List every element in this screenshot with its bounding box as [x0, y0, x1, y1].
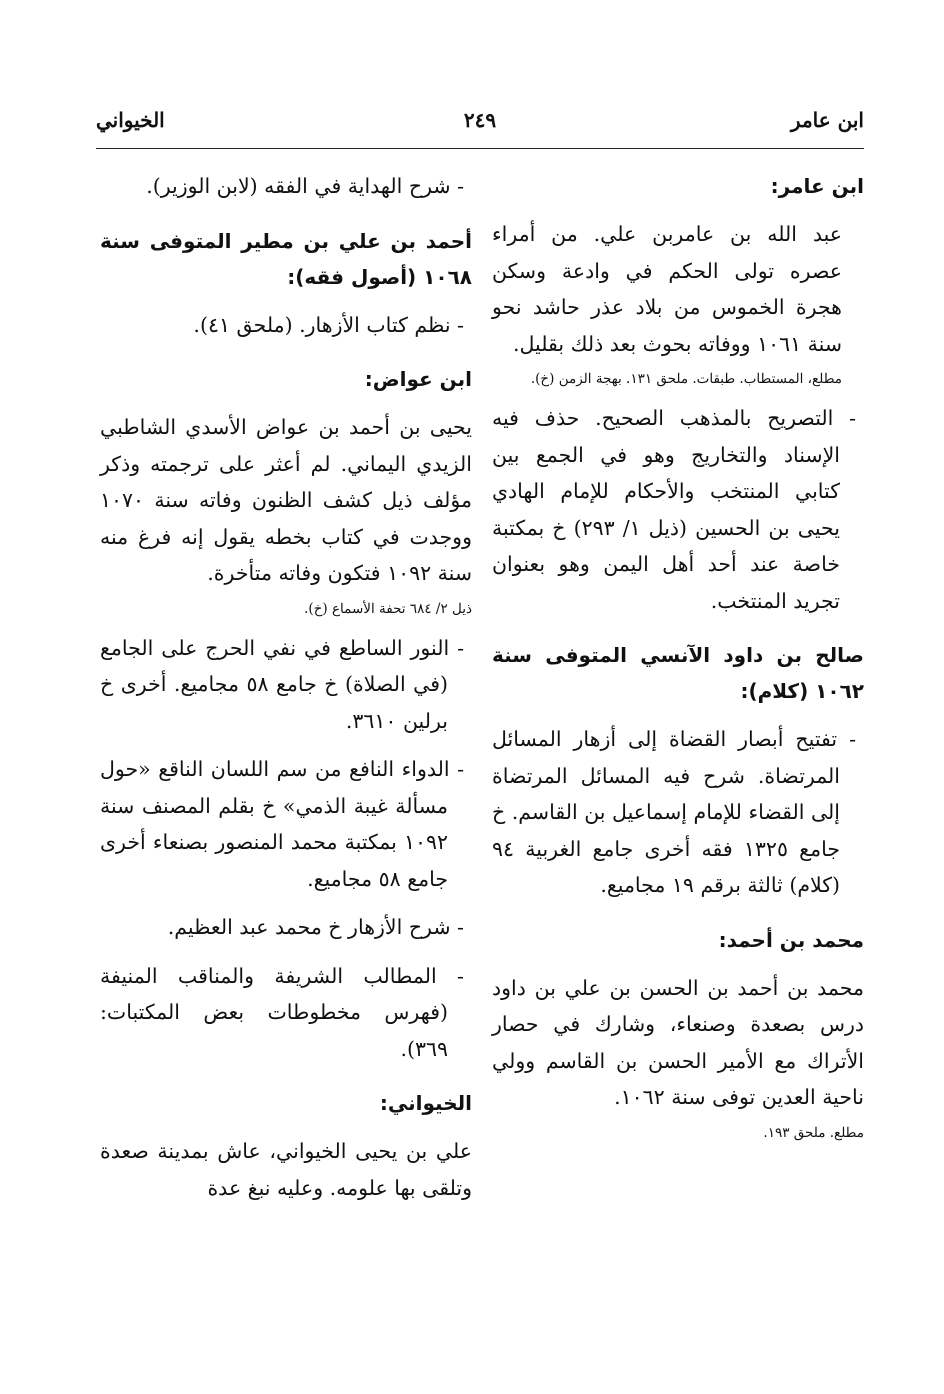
- work-item-taftih: - تفتيح أبصار القضاة إلى أزهار المسائل المرتضاة. شرح فيه المسائل المرتضاة إلى القضاء للإمام إسماعيل بن القاسم. خ جامع ١٣٢٥ فقه أخرى جامع الغربية ٩٤ (كلام) ثالثة برقم ١٩ مجاميع.: [492, 727, 856, 897]
- entry-sources-muhammad-bin-ahmad: مطلع. ملحق ١٩٣.: [763, 1124, 864, 1141]
- entry-sources-ibn-awwad: ذيل ٢/ ٦٨٤ تحفة الأسماع (خ).: [304, 600, 472, 617]
- entry-heading-al-khaywani: الخيواني:: [379, 1091, 472, 1115]
- entry-body-muhammad-bin-ahmad: محمد بن أحمد بن الحسن بن علي بن داود درس بصعدة وصنعاء، وشارك في حصار الأتراك مع الأمير الحسن بن القاسم وولي ناحية العدين توفى سنة ١٠٦٢.: [492, 975, 864, 1109]
- entry-sources-ibn-amir: مطلع، المستطاب. طبقات. ملحق ١٣١. بهجة الزمن (خ).: [530, 371, 842, 387]
- work-item-al-dawa-al-nafi: - الدواء النافع من سم اللسان الناقع «حول مسألة غيبة الذمي» خ بقلم المصنف سنة ١٠٩٢ بمكتبة محمد المنصور بصنعاء أخرى جامع ٥٨ مجاميع.: [100, 757, 464, 891]
- entry-body-ibn-awwad: يحيى بن أحمد بن عواض الأسدي الشاطبي الزيدي اليماني. لم أعثر على ترجمته وذكر مؤلف ذيل كشف الظنون وفاته سنة ١٠٧٠ ووجدت في كتاب بخطه يقول إنه فرغ منه سنة ١٠٩٢ فتكون وفاته متأخرة.: [100, 415, 472, 585]
- running-head-right: ابن عامر: [790, 108, 864, 132]
- entry-body-al-khaywani: علي بن يحيى الخيواني، عاش بمدينة صعدة وتلقى بها علومه. وعليه نبغ عدة: [100, 1139, 472, 1200]
- work-item-sharh-al-azhar: - شرح الأزهار خ محمد عبد العظيم.: [167, 915, 464, 939]
- page-number: ٢٤٩: [463, 108, 497, 132]
- entry-heading-ibn-awwad: ابن عواض:: [364, 367, 472, 391]
- work-item-al-matalib: - المطالب الشريفة والمناقب المنيفة (فهرس مخطوطات بعض المكتبات: ٣٦٩).: [100, 963, 464, 1061]
- entry-heading-muhammad-bin-ahmad: محمد بن أحمد:: [718, 927, 864, 952]
- running-head-left: الخيواني: [96, 108, 165, 132]
- work-item-al-nur-al-sati: - النور الساطع في نفي الحرج على الجامع (في الصلاة) خ جامع ٥٨ مجاميع. أخرى خ برلين ٣٦١٠.: [100, 635, 464, 733]
- entry-heading-ahmad-bin-mutir: أحمد بن علي بن مطير المتوفى سنة ١٠٦٨ (أصول فقه):: [100, 228, 472, 289]
- work-item-nazm-al-azhar: - نظم كتاب الأزهار. (ملحق ٤١).: [193, 312, 464, 337]
- entry-heading-salih-al-anisi: صالح بن داود الآنسي المتوفى سنة ١٠٦٢ (كلام):: [492, 643, 864, 703]
- entry-heading-ibn-amir: ابن عامر:: [770, 174, 864, 198]
- header-rule: [96, 148, 864, 149]
- right-column: [492, 168, 864, 1154]
- work-item-sharh-al-hidaya: - شرح الهداية في الفقه (لابن الوزير).: [146, 174, 464, 198]
- entry-body-ibn-amir: عبد الله بن عامربن علي. من أمراء عصره تولى الحكم في وادعة وسكن هجرة الخموس من بلاد عذر حاشد نحو سنة ١٠٦١ ووفاته بحوث بعد ذلك بقليل.: [492, 222, 842, 356]
- left-column: [100, 168, 472, 1206]
- running-header: [96, 108, 864, 144]
- work-item-tasrih: - التصريح بالمذهب الصحيح. حذف فيه الإسناد والتخاريج وهو في الجمع بين كتابي المنتخب والأحكام للإمام الهادي يحيى بن الحسين (ذيل ١/ ٢٩٣) خ بمكتبة خاصة عند أحد أهل اليمن وهو بعنوان تجريد المنتخب.: [492, 406, 856, 613]
